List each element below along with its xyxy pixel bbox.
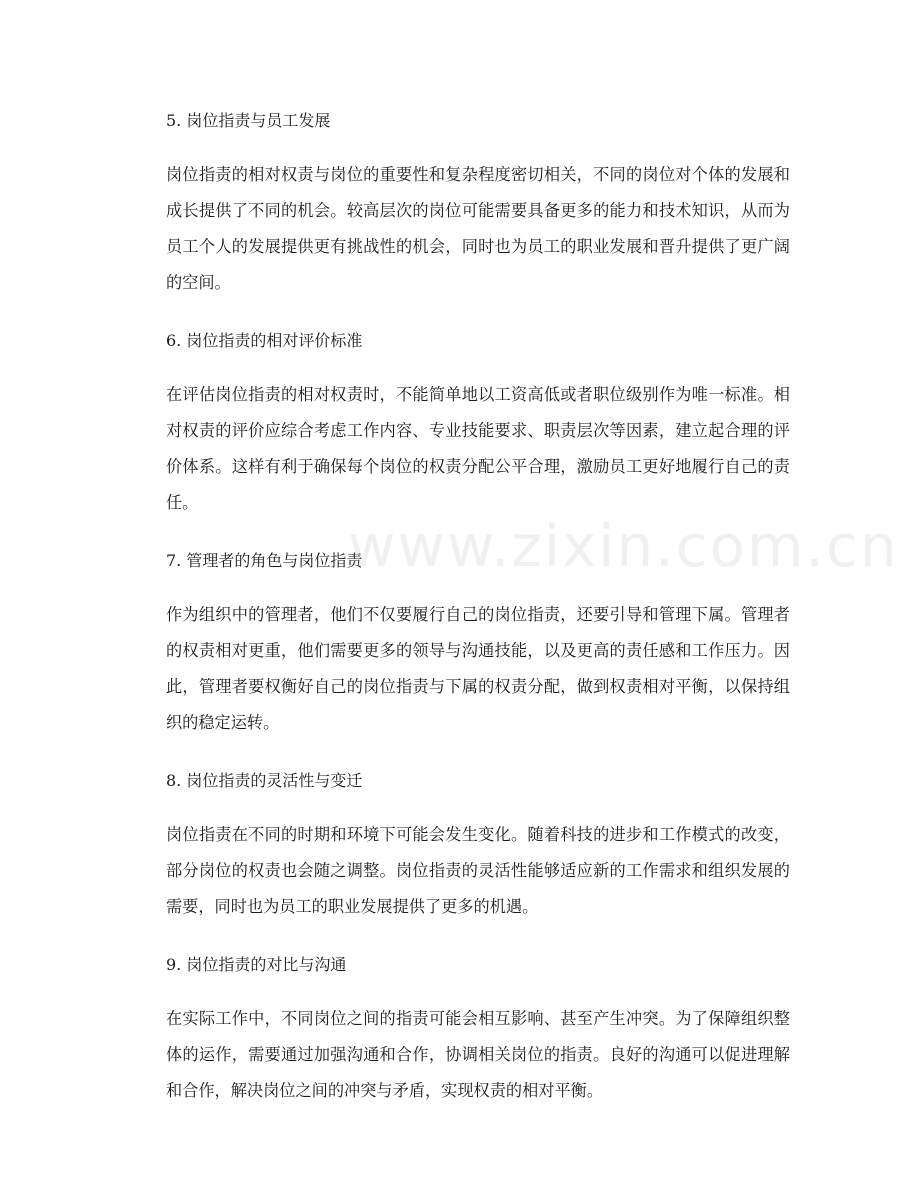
section-heading: 5. 岗位指责与员工发展 — [166, 111, 331, 130]
section-heading: 6. 岗位指责的相对评价标准 — [166, 331, 363, 350]
section-6 — [166, 323, 790, 521]
section-heading: 7. 管理者的角色与岗位指责 — [166, 551, 363, 570]
section-paragraph: 在评估岗位指责的相对权责时，不能简单地以工资高低或者职位级别作为唯一标准。相对权责的评价应综合考虑工作内容、专业技能要求、职责层次等因素，建立起合理的评价体系。这样有利于确保每个岗位的权责分配公平合理，激励员工更好地履行自己的责任。 — [166, 385, 790, 512]
section-5 — [166, 103, 790, 301]
section-paragraph: 岗位指责在不同的时期和环境下可能会发生变化。随着科技的进步和工作模式的改变，部分岗位的权责也会随之调整。岗位指责的灵活性能够适应新的工作需求和组织发展的需要，同时也为员工的职业发展提供了更多的机遇。 — [166, 825, 790, 916]
document-body — [166, 103, 790, 1131]
watermark-text: www.zixin.com.cn — [348, 512, 899, 580]
section-8 — [166, 763, 790, 925]
section-7 — [166, 543, 790, 741]
section-heading: 9. 岗位指责的对比与沟通 — [166, 955, 347, 974]
section-paragraph: 作为组织中的管理者，他们不仅要履行自己的岗位指责，还要引导和管理下属。管理者的权责相对更重，他们需要更多的领导与沟通技能，以及更高的责任感和工作压力。因此，管理者要权衡好自己的岗位指责与下属的权责分配，做到权责相对平衡，以保持组织的稳定运转。 — [166, 605, 790, 732]
section-9 — [166, 947, 790, 1109]
section-paragraph: 在实际工作中，不同岗位之间的指责可能会相互影响、甚至产生冲突。为了保障组织整体的运作，需要通过加强沟通和合作，协调相关岗位的指责。良好的沟通可以促进理解和合作，解决岗位之间的冲突与矛盾，实现权责的相对平衡。 — [166, 1009, 790, 1100]
section-paragraph: 岗位指责的相对权责与岗位的重要性和复杂程度密切相关，不同的岗位对个体的发展和成长提供了不同的机会。较高层次的岗位可能需要具备更多的能力和技术知识，从而为员工个人的发展提供更有挑战性的机会，同时也为员工的职业发展和晋升提供了更广阔的空间。 — [166, 165, 790, 292]
section-heading: 8. 岗位指责的灵活性与变迁 — [166, 771, 363, 790]
